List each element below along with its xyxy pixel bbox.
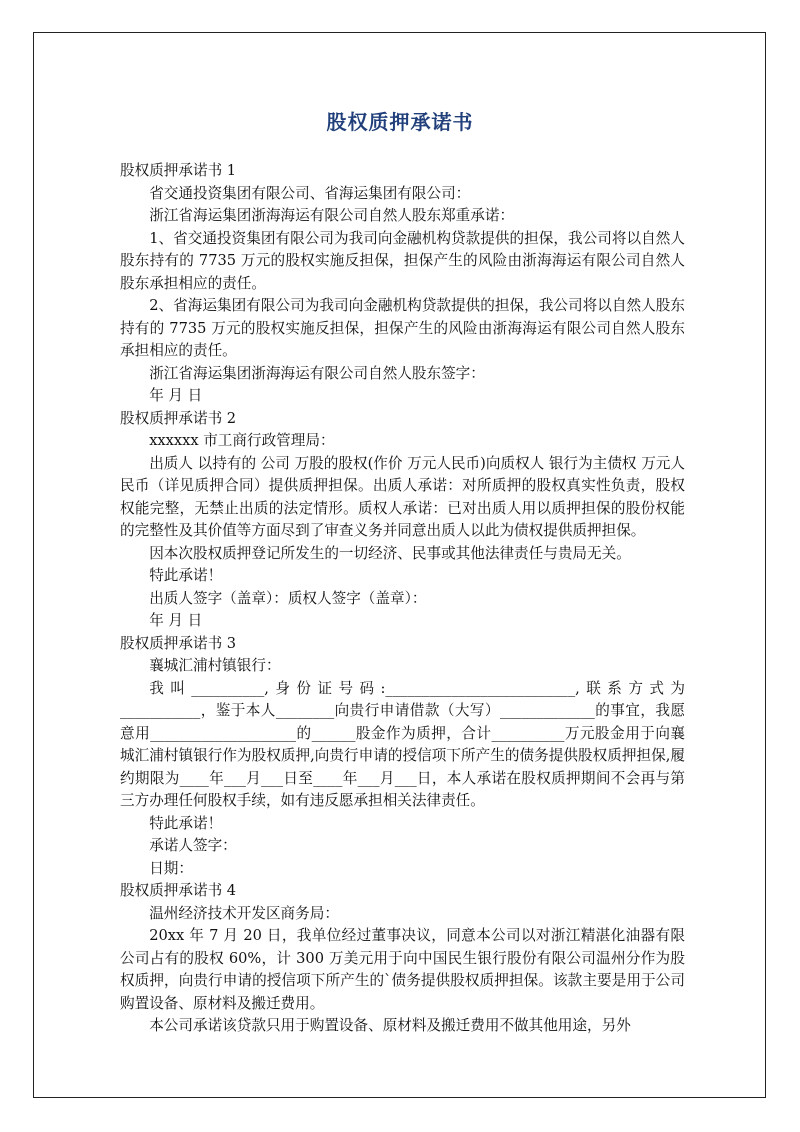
paragraph: 出质人 以持有的 公司 万股的股权(作价 万元人民币)向质权人 银行为主债权 万元人民币（详见质押合同）提供质押担保。出质人承诺：对所质押的股权真实性负责，股权权能完整，无禁止出质的法定情形。质权人承诺：已对出质人用以质押担保的股份权能的完整性及其价值等方面尽到了审查义务并同意出质人以此为债权提供质押担保。 [120, 454, 685, 539]
paragraph: 特此承诺！ [149, 567, 223, 584]
paragraph: 2、省海运集团有限公司为我司向金融机构贷款提供的担保，我公司将以自然人股东持有的 7735 万元的股权实施反担保，担保产生的风险由浙海海运有限公司自然人股东承担相应的责任。 [120, 297, 685, 359]
paragraph: 特此承诺！ [149, 814, 223, 832]
document-body [120, 160, 685, 1038]
paragraph: 出质人签字（盖章）：质权人签字（盖章）： [149, 589, 427, 607]
paragraph: 股权质押承诺书 2 [120, 409, 237, 427]
paragraph: 日期： [149, 859, 193, 877]
document-title: 股权质押承诺书 [326, 110, 474, 134]
paragraph: 省交通投资集团有限公司、省海运集团有限公司： [149, 184, 471, 202]
paragraph: 承诺人签字： [149, 837, 237, 854]
paragraph: 1、省交通投资集团有限公司为我司向金融机构贷款提供的担保，我公司将以自然人股东持有的 7735 万元的股权实施反担保，担保产生的风险由浙海海运有限公司自然人股东承担相应的责任。 [120, 229, 685, 292]
paragraph: 股权质押承诺书 4 [120, 882, 237, 899]
paragraph: 本公司承诺该贷款只用于购置设备、原材料及搬迁费用不做其他用途，另外 [149, 1017, 631, 1034]
paragraph: 股权质押承诺书 1 [120, 162, 237, 179]
paragraph: 浙江省海运集团浙海海运有限公司自然人股东签字： [149, 364, 485, 382]
paragraph: xxxxxx 市工商行政管理局： [149, 432, 335, 449]
paragraph: 股权质押承诺书 3 [120, 634, 237, 652]
paragraph: 襄城汇浦村镇银行： [149, 657, 281, 674]
paragraph: 年 月 日 [149, 612, 203, 629]
paragraph: 因本次股权质押登记所发生的一切经济、民事或其他法律责任与贵局无关。 [149, 544, 631, 562]
paragraph: 温州经济技术开发区商务局： [149, 904, 339, 922]
paragraph: 20xx 年 7 月 20 日，我单位经过董事决议，同意本公司以对浙江精湛化油器有限公司占有的股权 60%，计 300 万美元用于向中国民生银行股份有限公司温州分作为股权质押，向贵行申请的授信项下所产生的`债务提供股权质押担保。该款主要是用于公司购置设备、原材料及搬迁费用。 [120, 927, 685, 1012]
paragraph: 年 月 日 [149, 387, 203, 404]
paragraph: 浙江省海运集团浙海海运有限公司自然人股东郑重承诺： [149, 207, 515, 224]
paragraph: 我叫__________,身份证号码:__________________________,联系方式为___________，鉴于本人________向贵行申请借款（大写）_____________的事宜，我愿意用____________________的______股金作为质押，合计__________万元股金用于向襄城汇浦村镇银行作为股权质押,向贵行申请的授信项下所产生的债务提供股权质押担保,履约期限为____年___月___日至____年___月___日，本人承诺在股权质押期间不会再与第三方办理任何股权手续，如有违反愿承担相关法律责任。 [120, 679, 685, 809]
